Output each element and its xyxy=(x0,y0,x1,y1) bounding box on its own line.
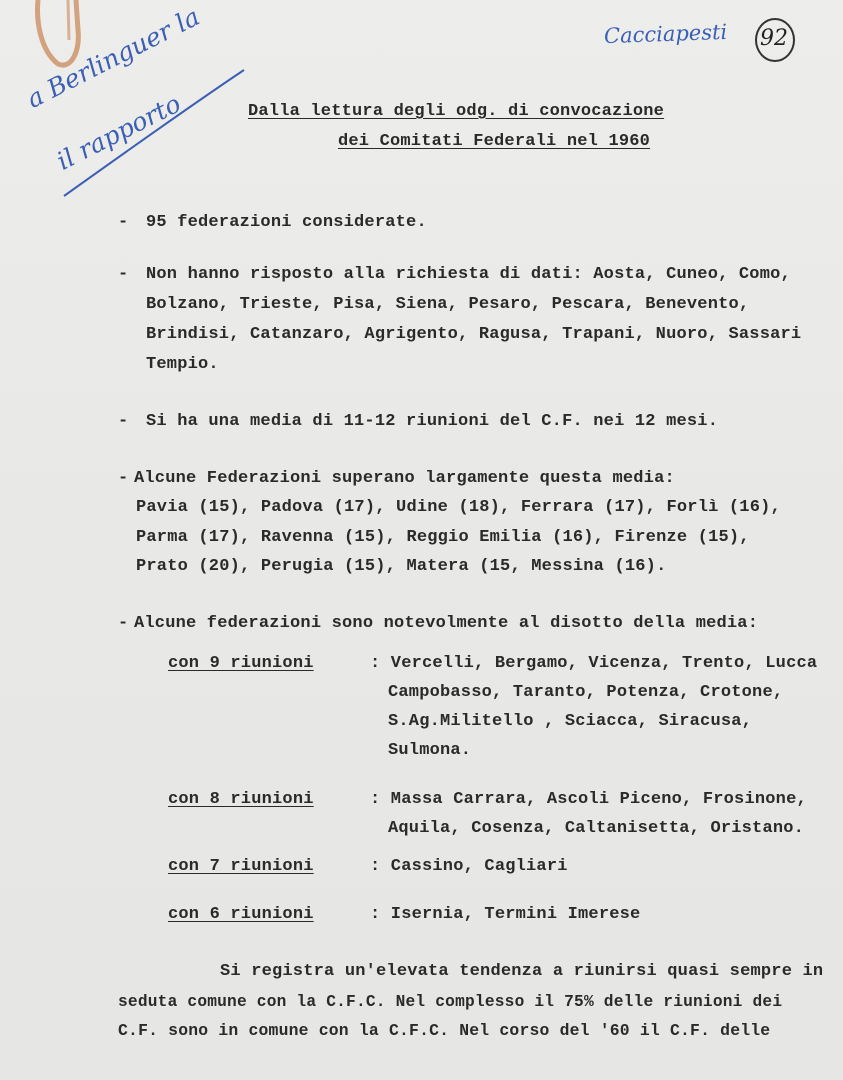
bullet: - xyxy=(118,213,129,232)
item-no-response-line3: Brindisi, Catanzaro, Agrigento, Ragusa, Trapani, Nuoro, Sassari xyxy=(146,325,802,344)
closing-line3: C.F. sono in comune con la C.F.C. Nel corso del '60 il C.F. delle xyxy=(118,1021,771,1040)
group-line: : Cassino, Cagliari xyxy=(370,857,568,876)
item-below-average: Alcune federazioni sono notevolmente al disotto della media: xyxy=(134,614,759,633)
bullet: - xyxy=(118,412,129,431)
group-line: Sulmona. xyxy=(388,741,472,760)
handwritten-underline xyxy=(60,66,250,201)
group-line: : Massa Carrara, Ascoli Piceno, Frosinone, xyxy=(370,790,807,809)
item-no-response-line2: Bolzano, Trieste, Pisa, Siena, Pesaro, Pescara, Benevento, xyxy=(146,295,750,314)
title-line-1: Dalla lettura degli odg. di convocazione xyxy=(248,102,665,121)
item-average: Si ha una media di 11-12 riunioni del C.F. nei 12 mesi. xyxy=(146,412,719,431)
handwritten-note-line1: a Berlinguer la xyxy=(22,1,205,114)
bullet: - xyxy=(118,469,129,488)
page-number: 92 xyxy=(760,26,788,51)
bullet: - xyxy=(118,614,129,633)
group-label: con 9 riunioni xyxy=(168,654,314,673)
item-no-response-line1: Non hanno risposto alla richiesta di dati: Aosta, Cuneo, Como, xyxy=(146,265,791,284)
item-above-average-line2: Pavia (15), Padova (17), Udine (18), Ferrara (17), Forlì (16), xyxy=(136,498,781,517)
group-label: con 6 riunioni xyxy=(168,905,314,924)
handwritten-note-line2: il rapporto xyxy=(52,88,186,176)
item-above-average-line4: Prato (20), Perugia (15), Matera (15, Messina (16). xyxy=(136,557,667,576)
bullet: - xyxy=(118,265,129,284)
group-line: : Isernia, Termini Imerese xyxy=(370,905,641,924)
item-federations-count: 95 federazioni considerate. xyxy=(146,213,427,232)
page-number-circle xyxy=(755,18,795,62)
group-label: con 8 riunioni xyxy=(168,790,314,809)
item-above-average-line1: Alcune Federazioni superano largamente questa media: xyxy=(134,469,675,488)
closing-line1: Si registra un'elevata tendenza a riunirsi quasi sempre in xyxy=(220,962,824,981)
closing-line2: seduta comune con la C.F.C. Nel complesso il 75% delle riunioni dei xyxy=(118,993,783,1011)
item-no-response-line4: Tempio. xyxy=(146,355,219,374)
group-line: S.Ag.Militello , Sciacca, Siracusa, xyxy=(388,712,753,731)
item-above-average-line3: Parma (17), Ravenna (15), Reggio Emilia (16), Firenze (15), xyxy=(136,528,750,547)
group-label: con 7 riunioni xyxy=(168,857,314,876)
group-line: : Vercelli, Bergamo, Vicenza, Trento, Lucca xyxy=(370,654,818,673)
handwritten-name: Cacciapesti xyxy=(603,19,728,49)
group-line: Campobasso, Taranto, Potenza, Crotone, xyxy=(388,683,784,702)
group-line: Aquila, Cosenza, Caltanisetta, Oristano. xyxy=(388,819,805,838)
title-line-2: dei Comitati Federali nel 1960 xyxy=(338,132,651,151)
